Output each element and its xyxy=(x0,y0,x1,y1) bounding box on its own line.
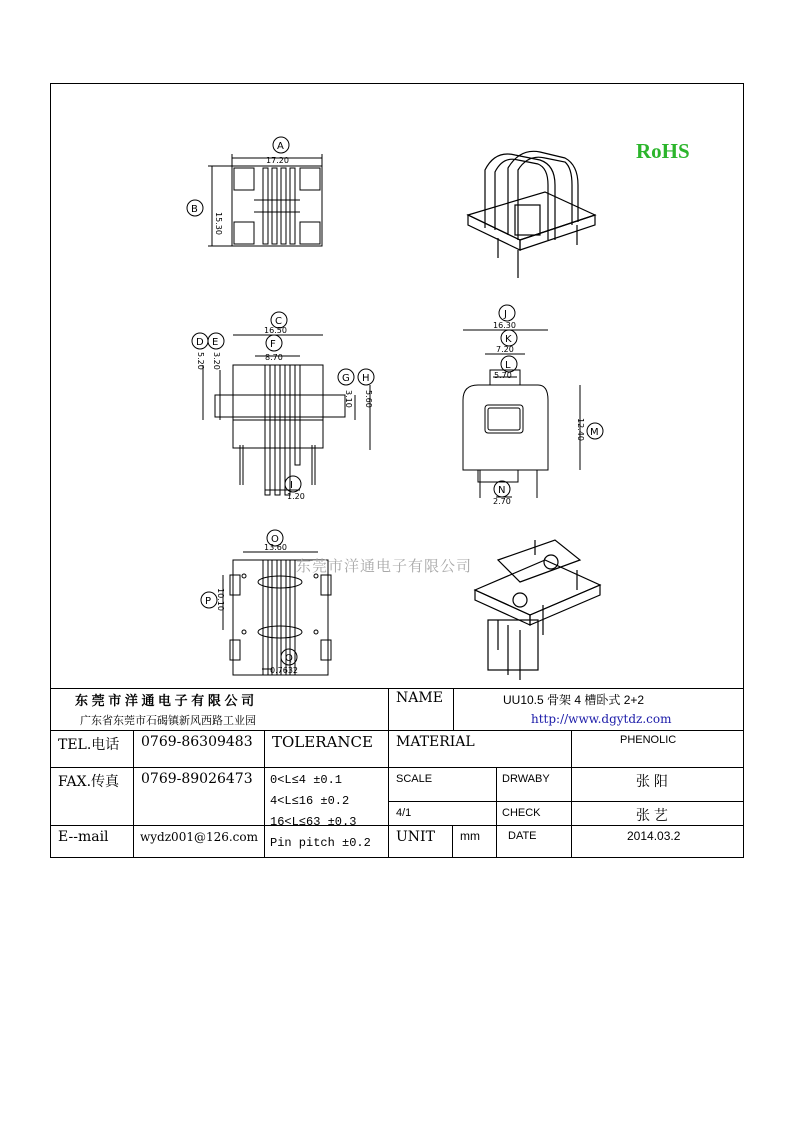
drawn-value: 张 阳 xyxy=(636,773,668,789)
dim-o-value: 13.60 xyxy=(264,543,287,552)
website-link[interactable]: http://www.dgytdz.com xyxy=(531,712,672,726)
material-label: MATERIAL xyxy=(396,734,475,750)
top-view xyxy=(187,137,322,246)
svg-text:K: K xyxy=(505,334,512,345)
product-name: UU10.5 骨架 4 槽卧式 2+2 xyxy=(503,693,645,707)
tolerance-list xyxy=(270,770,371,854)
tolerance-row: 4<L≤16 ±0.2 xyxy=(270,794,350,808)
tolerance-label: TOLERANCE xyxy=(272,733,373,751)
fax-label: FAX.传真 xyxy=(58,774,120,790)
company-name: 东 莞 市 洋 通 电 子 有 限 公 司 xyxy=(75,693,255,708)
name-label: NAME xyxy=(396,690,443,706)
tel-label: TEL.电话 xyxy=(58,737,120,753)
check-value: 张 艺 xyxy=(636,807,668,823)
dim-f-value: 8.70 xyxy=(265,353,283,362)
svg-text:P: P xyxy=(205,596,212,607)
side-view xyxy=(463,305,603,498)
svg-text:D: D xyxy=(196,337,204,348)
scale-label: SCALE xyxy=(396,773,433,785)
svg-text:Q: Q xyxy=(285,653,293,664)
scale-value: 4/1 xyxy=(396,807,412,819)
svg-text:F: F xyxy=(270,339,276,350)
svg-text:N: N xyxy=(498,485,506,496)
svg-text:G: G xyxy=(342,373,350,384)
material-value: PHENOLIC xyxy=(620,734,677,746)
unit-value: mm xyxy=(460,829,480,843)
dim-i-value: 1.20 xyxy=(287,492,305,501)
drawn-label: DRWABY xyxy=(502,773,550,785)
iso-view-bottom xyxy=(475,540,600,680)
email-label: E--mail xyxy=(58,829,109,845)
tolerance-row: Pin pitch ±0.2 xyxy=(270,836,371,850)
svg-text:H: H xyxy=(362,373,370,384)
dim-p-value: 10.10 xyxy=(216,588,225,611)
email-value[interactable]: wydz001@126.com xyxy=(140,830,259,844)
dim-g-value: 3.10 xyxy=(344,390,353,408)
dim-q-value: 0.7632 xyxy=(270,666,298,675)
dim-e-value: 3.20 xyxy=(212,352,221,370)
fax-value: 0769-89026473 xyxy=(141,771,253,787)
tolerance-row: 0<L≤4 ±0.1 xyxy=(270,773,343,787)
rohs-mark: RoHS xyxy=(636,139,690,163)
svg-text:M: M xyxy=(590,427,599,438)
dim-n-value: 2.70 xyxy=(493,497,511,506)
dim-j-value: 16.30 xyxy=(493,321,516,330)
svg-text:I: I xyxy=(290,480,293,491)
dim-label-a: A xyxy=(277,141,284,152)
svg-text:E: E xyxy=(212,337,219,348)
iso-view-top xyxy=(468,151,595,278)
svg-text:O: O xyxy=(271,534,279,545)
tolerance-row: 16<L≤63 ±0.3 xyxy=(270,815,357,829)
dim-a-value: 17.20 xyxy=(266,156,289,165)
check-label: CHECK xyxy=(502,807,541,819)
dim-l-value: 5.70 xyxy=(494,371,512,380)
svg-text:L: L xyxy=(505,360,511,371)
svg-text:C: C xyxy=(275,316,282,327)
dim-h-value: 5.60 xyxy=(364,390,373,408)
dim-b-value: 15.30 xyxy=(214,212,223,235)
company-address: 广东省东莞市石碣镇新风西路工业园 xyxy=(80,715,256,727)
unit-label: UNIT xyxy=(396,829,435,845)
svg-text:B: B xyxy=(191,204,198,215)
svg-text:J: J xyxy=(504,309,507,320)
tel-value: 0769-86309483 xyxy=(141,734,253,750)
dim-k-value: 7.20 xyxy=(496,345,514,354)
dim-d-value: 5.20 xyxy=(196,352,205,370)
date-label: DATE xyxy=(508,830,537,842)
dim-c-value: 16.50 xyxy=(264,326,287,335)
dim-m-value: 12.40 xyxy=(576,418,585,441)
date-value: 2014.03.2 xyxy=(627,829,681,843)
watermark: 东莞市洋通电子有限公司 xyxy=(296,557,473,575)
